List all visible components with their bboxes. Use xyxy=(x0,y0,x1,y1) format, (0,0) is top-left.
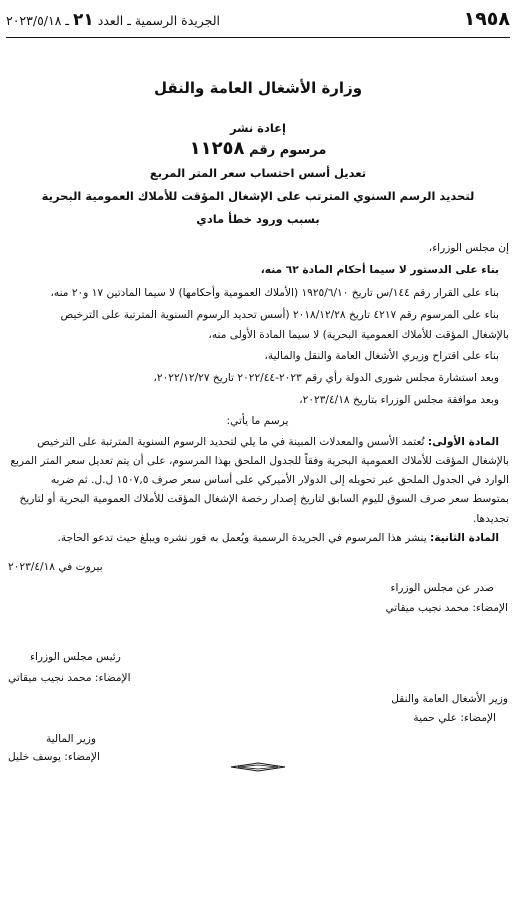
article-1-line-2: بالإشغال المؤقت للأملاك العمومية البحرية وفقاً للجدول الملحق بهذا المرسوم، على أن يتم تعديل سعر المتر المربع xyxy=(10,455,509,467)
minister-finance-title: وزير المالية xyxy=(46,733,97,745)
end-ornament xyxy=(230,757,286,776)
preamble-proposal: بناء على اقتراح وزيري الأشغال العامة والنقل والمالية، xyxy=(264,350,499,362)
decree-number: ١١٢٥٨ xyxy=(189,138,245,159)
prime-minister-signature: الإمضاء: محمد نجيب ميقاتي xyxy=(8,672,131,684)
preamble-decision-144: بناء على القرار رقم ١٤٤/س تاريخ ١٩٢٥/٦/١٠ (الأملاك العمومية وأحكامها) لا سيما المادتين ١٧ و٢٠ منه، xyxy=(50,287,499,299)
preamble-decree-4217-line-1: بناء على المرسوم رقم ٤٢١٧ تاريخ ٢٠١٨/١٢/٢٨ (أسس تحديد الرسوم السنوية المترتبة على الترخيص xyxy=(60,309,499,321)
date-place: بيروت في ٢٠٢٣/٤/١٨ xyxy=(8,561,103,573)
article-1-line-1 xyxy=(6,433,509,451)
prime-minister-title: رئيس مجلس الوزراء xyxy=(30,651,121,663)
article-1-line-4: بمتوسط سعر صرف السوق لليوم السابق لتاريخ إصدار رخصة الإشغال المؤقت للأملاك العمومية البحرية أو لتاريخ xyxy=(19,493,509,505)
republication-label: إعادة نشر xyxy=(230,121,286,135)
decree-label: مرسوم رقم xyxy=(249,143,327,158)
signature-1: الإمضاء: محمد نجيب ميقاتي xyxy=(385,602,508,614)
minister-works-title: وزير الأشغال العامة والنقل xyxy=(391,693,508,705)
decree-title-line-2: لتحديد الرسم السنوي المترتب على الإشغال المؤقت للأملاك العمومية البحرية xyxy=(41,189,475,203)
preamble-shura: وبعد استشارة مجلس شورى الدولة رأي رقم ٢٠٢٣-٢٠٢٢/٤٤ تاريخ ٢٠٢٢/١٢/٢٧، xyxy=(153,372,499,384)
decree-title-line-3: بسبب ورود خطأ مادي xyxy=(196,212,320,226)
decree-body xyxy=(6,0,509,923)
gazette-label: الجريدة الرسمية ـ العدد xyxy=(97,13,221,28)
page-number: ١٩٥٨ xyxy=(463,8,510,30)
article-1-text-1: تُعتمد الأسس والمعدلات المبينة في ما يلي لتحديد الرسوم السنوية المترتبة على الترخيص xyxy=(37,436,425,448)
decrees-phrase: يرسم ما يأتي: xyxy=(226,415,289,427)
preamble-intro: إن مجلس الوزراء، xyxy=(428,242,509,254)
issue-number: ٢١ xyxy=(73,10,94,30)
preamble-constitution: بناء على الدستور لا سيما أحكام المادة ٦٢ منه، xyxy=(260,264,499,276)
preamble-approval: وبعد موافقة مجلس الوزراء بتاريخ ٢٠٢٣/٤/١٨، xyxy=(299,394,499,406)
article-2 xyxy=(6,529,509,547)
article-1-line-5: تجديدها. xyxy=(472,513,509,525)
issue-date: ـ ٢٠٢٣/٥/١٨ xyxy=(6,13,70,28)
article-2-text: ينشر هذا المرسوم في الجريدة الرسمية ويُعمل به فور نشره ويبلغ حيث تدعو الحاجة. xyxy=(57,532,427,544)
minister-finance-signature: الإمضاء: يوسف خليل xyxy=(8,751,100,763)
diamond-divider-icon xyxy=(230,762,286,772)
issued-by: صدر عن مجلس الوزراء xyxy=(390,582,494,594)
decree-title-line-1: تعديل أسس احتساب سعر المتر المربع xyxy=(149,166,367,180)
minister-works-signature: الإمضاء: علي حمية xyxy=(413,712,496,724)
ministry-heading: وزارة الأشغال العامة والنقل xyxy=(153,79,363,97)
article-2-label: المادة الثانية: xyxy=(430,532,499,544)
article-1-label: المادة الأولى: xyxy=(427,436,499,448)
preamble-decree-4217-line-2: بالإشغال المؤقت للأملاك العمومية البحرية) لا سيما المادة الأولى منه، xyxy=(208,329,509,341)
article-1-line-3: الوارد في الجدول الملحق عبر تحويله إلى الدولار الأميركي على أساس سعر صرف ١٥٠٧,٥ ل.ل. ثم ضربه xyxy=(50,474,509,486)
